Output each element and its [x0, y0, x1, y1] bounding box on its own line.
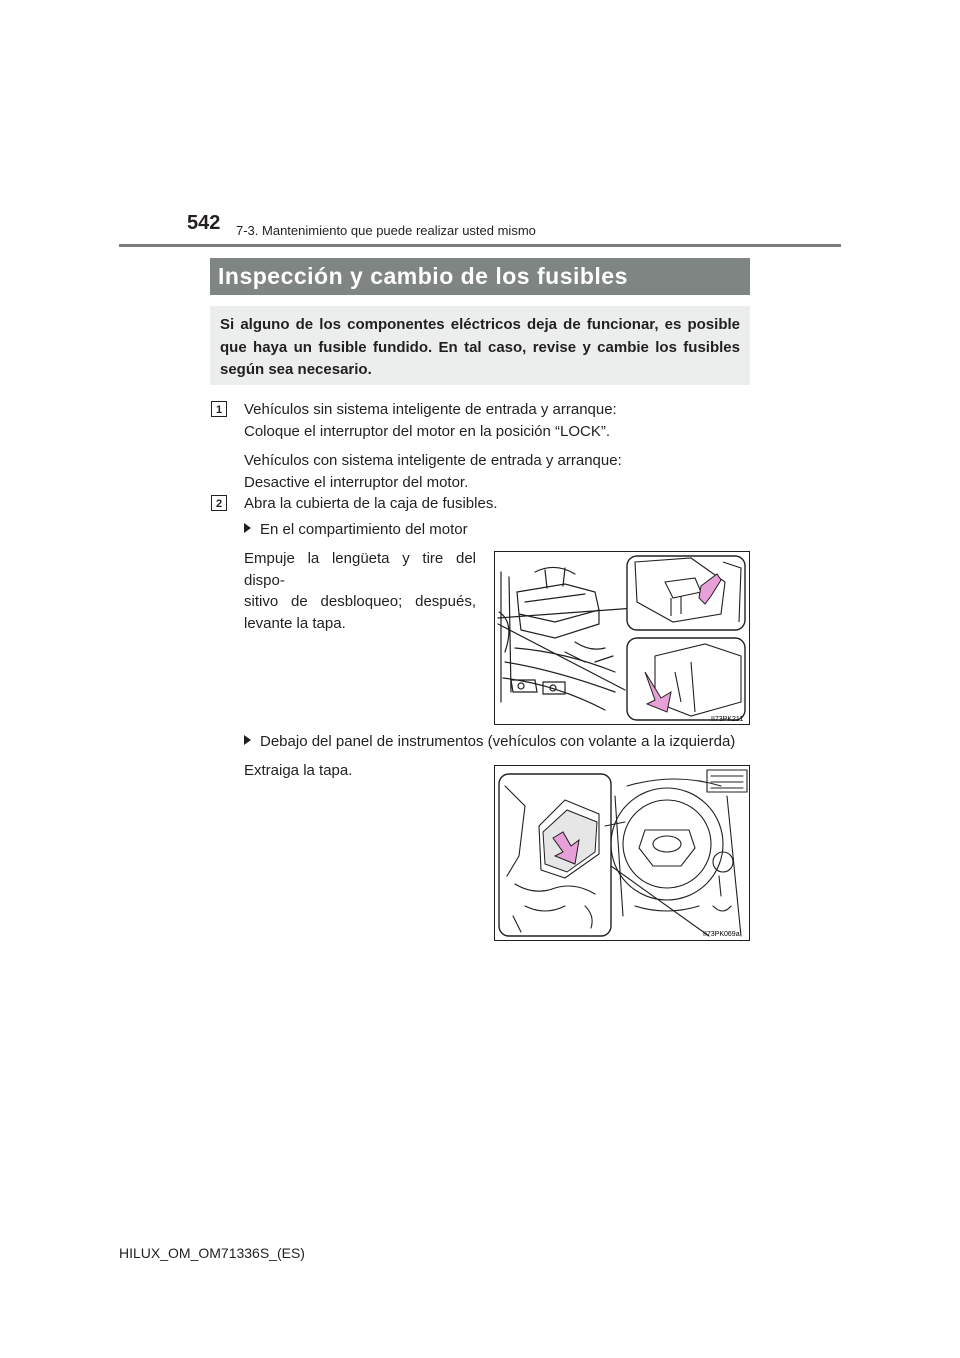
- section-title: Inspección y cambio de los fusibles: [210, 258, 750, 295]
- case-heading-engine: [244, 519, 468, 541]
- step-1-line: Desactive el interruptor del motor.: [244, 474, 469, 491]
- intro-line: Si alguno de los componentes eléctricos deja de funcionar, es posible: [220, 316, 740, 333]
- triangle-bullet-icon: [244, 735, 251, 745]
- engine-fusebox-illustration: [494, 551, 750, 725]
- step-number-1: 1: [211, 401, 227, 417]
- figure-code: II73PK069a: [703, 931, 740, 938]
- step-1-line: Vehículos con sistema inteligente de entrada y arranque:: [244, 452, 622, 469]
- dashboard-drawing: [495, 766, 749, 940]
- intro-box: [210, 306, 750, 385]
- chapter-title: 7-3. Mantenimiento que puede realizar usted mismo: [236, 223, 536, 238]
- triangle-bullet-icon: [244, 523, 251, 533]
- step-2-line: Abra la cubierta de la caja de fusibles.: [244, 495, 498, 512]
- instruction-line: Empuje la lengüeta y tire del dispo-: [244, 550, 476, 589]
- case-2-instruction: Extraiga la tapa.: [244, 762, 353, 779]
- step-1-line: Coloque el interruptor del motor en la posición “LOCK”.: [244, 423, 611, 440]
- engine-compartment-drawing: [495, 552, 749, 724]
- footer-doc-code: HILUX_OM_OM71336S_(ES): [119, 1245, 305, 1261]
- instruction-line: sitivo de desbloqueo; después,: [244, 593, 476, 610]
- dashboard-fusebox-illustration: [494, 765, 750, 941]
- step-1-line: Vehículos sin sistema inteligente de entrada y arranque:: [244, 401, 617, 418]
- step-number-2: 2: [211, 495, 227, 511]
- figure-code: II73PK211: [711, 716, 744, 723]
- case-heading-instrument-panel: [244, 731, 735, 753]
- case-heading-text: En el compartimiento del motor: [260, 521, 468, 538]
- intro-line: según sea necesario.: [220, 361, 372, 378]
- page-number: 542: [187, 212, 221, 234]
- intro-line: que haya un fusible fundido. En tal caso, revise y cambie los fusibles: [220, 338, 740, 356]
- instruction-line: levante la tapa.: [244, 614, 346, 632]
- case-1-instruction: [244, 548, 476, 634]
- case-heading-text: Debajo del panel de instrumentos (vehículos con volante a la izquierda): [260, 733, 736, 750]
- header-rule: [119, 244, 841, 247]
